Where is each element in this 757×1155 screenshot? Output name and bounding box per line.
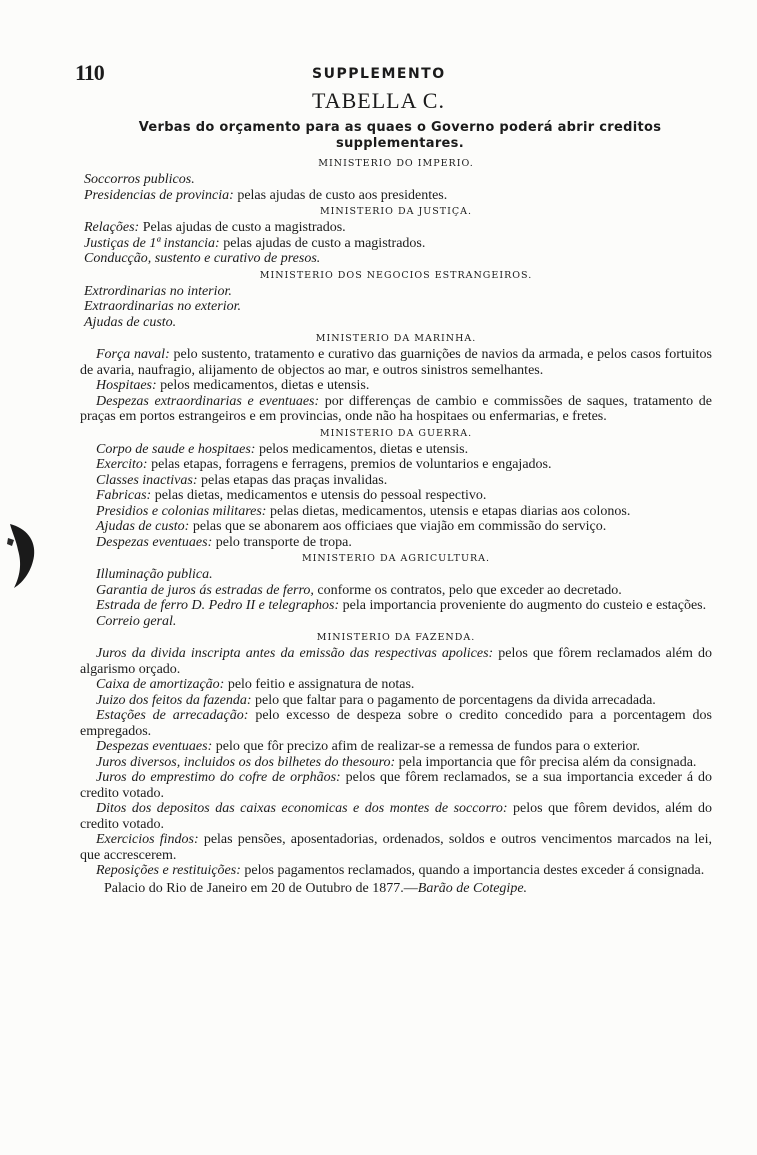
ministry-heading: MINISTERIO DO IMPERIO. [318,158,474,169]
ministry-heading: MINISTERIO DA MARINHA. [315,333,477,344]
entry-text: pelos que fôrem devidos, além do credito votado. [80,801,713,832]
entry-label: Extraordinarias no exterior. [84,299,241,314]
budget-entry [80,832,712,863]
entry-label: Ajudas de custo. [84,314,177,330]
entry-label: Juizo dos feitos da fazenda: [96,692,252,708]
entry-label: Estações de arrecadação: [96,708,249,723]
entry-text: pelo que faltar para o pagamento de porcentagens da divida arrecadada. [251,692,656,708]
budget-entry [80,567,712,583]
ministry-heading: MINISTERIO DOS NEGOCIOS ESTRANGEIROS. [259,269,533,281]
budget-entry [80,770,712,801]
entry-label: Despezas eventuaes: [96,534,213,550]
signatory-name: Barão de Cotegipe. [417,880,528,896]
entry-label: Presidencias de provincia: [84,187,234,203]
entry-label: Fabricas: [96,488,152,503]
budget-entry [80,863,712,879]
budget-entry [80,457,712,473]
closing-place-date: Palacio do Rio de Janeiro em 20 de Outubro de 1877.— [104,880,418,896]
entry-text: pelo transporte de tropa. [212,534,352,550]
budget-entry [80,677,712,693]
budget-entry [80,614,712,630]
budget-entry [80,646,712,677]
entry-label: Presidios e colonias militares: [96,503,267,519]
budget-entry [80,251,712,267]
entry-text: pelos medicamentos, dietas e utensis. [156,378,370,393]
entry-text: pelos pagamentos reclamados, quando a importancia destes exceder á consignada. [240,863,705,878]
entry-label: Exercicios findos: [96,832,199,847]
entry-text: pela importancia que fôr precisa além da consignada. [395,754,697,770]
budget-entry [80,299,712,315]
table-subtitle: Verbas do orçamento para as quaes o Governo poderá abrir creditos supplementares. [138,120,662,151]
budget-entry [80,172,712,188]
budget-entry [80,315,712,331]
entry-label: Garantia de juros ás estradas de ferro, [96,582,314,598]
entry-text: pelo que fôr precizo afim de realizar-se a remessa de fundos para o exterior. [212,739,640,754]
binding-shadow-mark [6,520,38,590]
budget-entry [80,739,712,755]
ministry-heading: MINISTERIO DA JUSTIÇA. [319,206,473,217]
entry-text: Pelas ajudas de custo a magistrados. [139,220,346,235]
budget-entry [80,394,712,425]
entry-label: Despezas extraordinarias e eventuaes: [96,393,320,409]
entry-label: Extrordinarias no interior. [84,283,232,299]
entry-text: pela importancia proveniente do augmento do custeio e estações. [339,598,707,613]
entry-text: pelos que fôrem reclamados além do algarismo orçado. [80,646,712,677]
entry-text: pelo sustento, tratamento e curativo das guarnições de navios da armada, e pelos casos fortuitos de avaria, naufragio, alijamento de objectos ao mar, e outros sinistros semelhantes. [80,347,712,378]
budget-entry [80,347,712,378]
entry-label: Reposições e restituições: [96,863,241,878]
budget-entry [80,504,712,520]
budget-entry [80,755,712,771]
entry-text: pelas dietas, medicamentos, utensis e etapas diarias aos colonos. [266,503,631,519]
page-header [75,60,715,86]
running-head: SUPPLEMENTO [312,66,446,82]
entry-label: Juros do emprestimo do cofre de orphãos: [96,770,341,785]
document-body [80,155,712,897]
entry-text: pelas pensões, aposentadorias, ordenados, soldos e outros vencimentos marcados na lei, que accrescerem. [80,832,713,863]
entry-text: pelas etapas das praças invalidas. [197,472,388,488]
entry-label: Correio geral. [96,613,177,629]
budget-entry [80,598,712,614]
budget-entry [80,378,712,394]
budget-entry [80,708,712,739]
entry-label: Classes inactivas: [96,472,198,488]
budget-entry [80,220,712,236]
budget-entry [80,284,712,300]
entry-text: conforme os contratos, pelo que exceder ao decretado. [313,582,622,598]
budget-entry [80,442,712,458]
budget-entry [80,236,712,252]
entry-label: Juros diversos, incluidos os dos bilhetes do thesouro: [96,754,396,770]
entry-text: por differenças de cambio e commissões de saques, tratamento de praças em portos estrangeiros e em provincias, onde não ha hospitaes ou enfermarias, e fretes. [80,393,713,424]
entry-label: Ditos dos depositos das caixas economicas e dos montes de soccorro: [96,801,508,816]
entry-text: pelos que fôrem reclamados, se a sua importancia exceder á do credito votado. [80,770,712,801]
budget-entry [80,583,712,599]
entry-label: Exercito: [96,457,148,472]
entry-label: Despezas eventuaes: [96,739,213,754]
entry-label: Caixa de amortização: [96,677,225,692]
budget-entry [80,535,712,551]
budget-entry [80,801,712,832]
ministry-heading: MINISTERIO DA FAZENDA. [316,632,476,643]
entry-label: Hospitaes: [96,378,157,393]
entry-text: pelas ajudas de custo aos presidentes. [233,187,448,203]
entry-label: Estrada de ferro D. Pedro II e telegraphos: [96,598,340,613]
entry-text: pelo feitio e assignatura de notas. [224,677,415,692]
ministry-heading: MINISTERIO DA AGRICULTURA. [301,553,491,564]
entry-label: Illuminação publica. [96,567,213,582]
entry-text: pelos medicamentos, dietas e utensis. [255,441,469,457]
ministry-heading: MINISTERIO DA GUERRA. [319,427,473,439]
entry-label: Corpo de saude e hospitaes: [96,441,256,457]
entry-label: Força naval: [96,347,170,362]
entry-text: pelas dietas, medicamentos e utensis do pessoal respectivo. [151,488,487,503]
entry-text: pelas ajudas de custo a magistrados. [219,235,426,251]
budget-entry [80,519,712,535]
entry-label: Ajudas de custo: [96,519,190,534]
closing-line [80,881,712,897]
budget-entry [80,188,712,204]
entry-label: Juros da divida inscripta antes da emissão das respectivas apolices: [96,646,494,661]
budget-entry [80,693,712,709]
page-number: 110 [75,60,104,85]
budget-entry [80,488,712,504]
entry-text: pelas que se abonarem aos officiaes que viajão em commissão do serviço. [189,519,607,534]
budget-entry [80,473,712,489]
entry-label: Justiças de 1ª instancia: [84,235,220,251]
table-title: TABELLA C. [312,88,445,113]
entry-label: Soccorros publicos. [84,172,195,187]
entry-label: Conducção, sustento e curativo de presos. [84,251,321,266]
entry-label: Relações: [84,220,140,235]
entry-text: pelo excesso de despeza sobre o credito concedido para a porcentagem dos empregados. [80,708,712,739]
entry-text: pelas etapas, forragens e ferragens, premios de voluntarios e engajados. [147,457,552,472]
